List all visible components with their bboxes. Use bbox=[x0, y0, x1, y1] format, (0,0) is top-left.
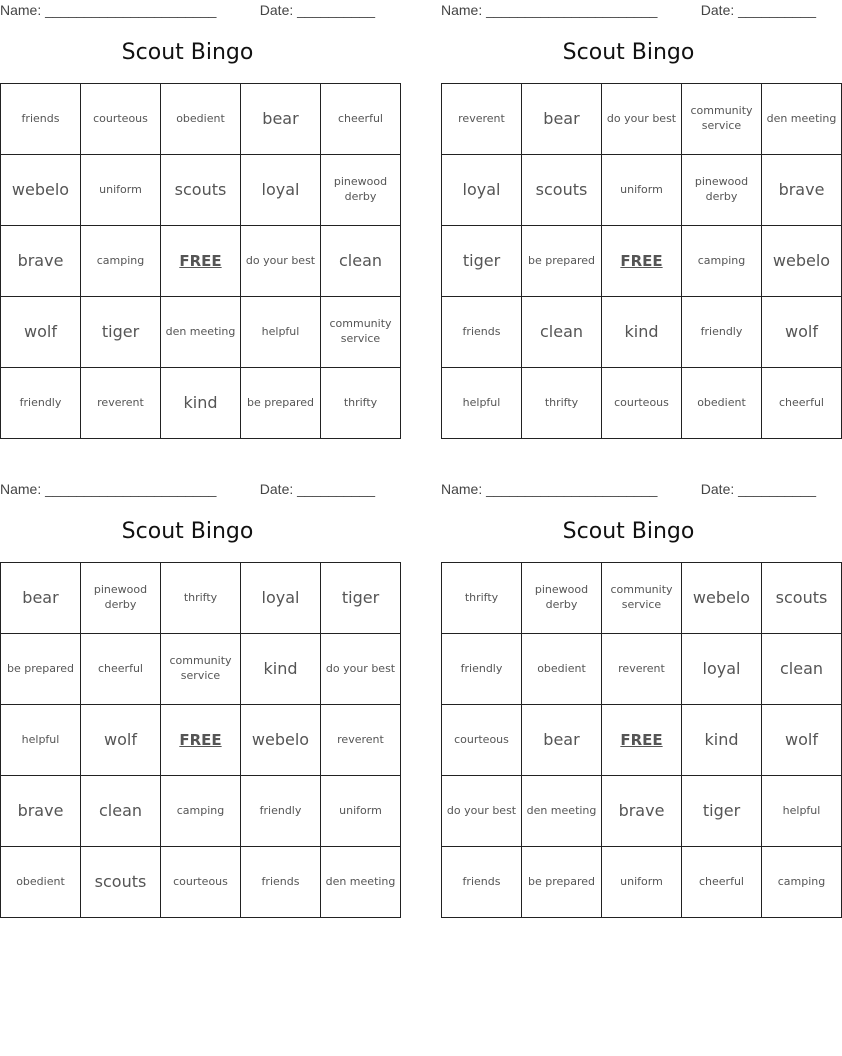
bingo-cell: bear bbox=[522, 84, 602, 155]
card-title: Scout Bingo bbox=[562, 40, 695, 65]
bingo-cell: be prepared bbox=[241, 368, 321, 439]
bingo-cell: webelo bbox=[241, 705, 321, 776]
bingo-grid bbox=[0, 562, 401, 918]
name-field: Name: ______________________ bbox=[0, 2, 217, 18]
date-field: Date: __________ bbox=[259, 2, 375, 18]
bingo-cell: uniform bbox=[602, 155, 682, 226]
card-title: Scout Bingo bbox=[562, 519, 695, 544]
bingo-cell: do your best bbox=[602, 84, 682, 155]
bingo-cell: thrifty bbox=[522, 368, 602, 439]
bingo-cell: cheerful bbox=[81, 634, 161, 705]
bingo-cell: pinewood derby bbox=[682, 155, 762, 226]
bingo-cell: obedient bbox=[161, 84, 241, 155]
bingo-cell: loyal bbox=[442, 155, 522, 226]
bingo-cell: loyal bbox=[241, 563, 321, 634]
bingo-cell: community service bbox=[321, 297, 401, 368]
bingo-cell: den meeting bbox=[161, 297, 241, 368]
bingo-cell: camping bbox=[682, 226, 762, 297]
bingo-row bbox=[442, 776, 842, 847]
bingo-cell: friendly bbox=[442, 634, 522, 705]
bingo-grid bbox=[441, 562, 842, 918]
bingo-cell: courteous bbox=[442, 705, 522, 776]
free-space: FREE bbox=[161, 226, 241, 297]
bingo-cell: community service bbox=[682, 84, 762, 155]
bingo-cell: kind bbox=[602, 297, 682, 368]
name-field: Name: ______________________ bbox=[441, 481, 658, 497]
bingo-cell: cheerful bbox=[762, 368, 842, 439]
bingo-cell: be prepared bbox=[1, 634, 81, 705]
bingo-cell: pinewood derby bbox=[81, 563, 161, 634]
bingo-row bbox=[442, 155, 842, 226]
bingo-row bbox=[442, 84, 842, 155]
bingo-row bbox=[442, 563, 842, 634]
bingo-cell: uniform bbox=[81, 155, 161, 226]
bingo-cell: friends bbox=[442, 847, 522, 918]
bingo-cell: wolf bbox=[81, 705, 161, 776]
bingo-cell: friends bbox=[1, 84, 81, 155]
bingo-row bbox=[1, 776, 401, 847]
bingo-cell: be prepared bbox=[522, 847, 602, 918]
bingo-cell: obedient bbox=[1, 847, 81, 918]
card-header bbox=[441, 479, 816, 501]
bingo-row bbox=[442, 368, 842, 439]
bingo-cell: friends bbox=[241, 847, 321, 918]
bingo-row bbox=[1, 155, 401, 226]
bingo-cell: helpful bbox=[241, 297, 321, 368]
bingo-cell: reverent bbox=[321, 705, 401, 776]
bingo-cell: loyal bbox=[682, 634, 762, 705]
bingo-cell: brave bbox=[762, 155, 842, 226]
free-space: FREE bbox=[161, 705, 241, 776]
bingo-cell: helpful bbox=[762, 776, 842, 847]
bingo-cell: tiger bbox=[682, 776, 762, 847]
bingo-cell: bear bbox=[1, 563, 81, 634]
bingo-cell: cheerful bbox=[682, 847, 762, 918]
bingo-row bbox=[442, 226, 842, 297]
bingo-cell: loyal bbox=[241, 155, 321, 226]
bingo-cell: webelo bbox=[682, 563, 762, 634]
bingo-row bbox=[1, 634, 401, 705]
bingo-row bbox=[442, 634, 842, 705]
bingo-row bbox=[1, 368, 401, 439]
bingo-cell: uniform bbox=[602, 847, 682, 918]
bingo-cell: brave bbox=[1, 776, 81, 847]
bingo-cell: reverent bbox=[442, 84, 522, 155]
bingo-cell: uniform bbox=[321, 776, 401, 847]
bingo-cell: helpful bbox=[1, 705, 81, 776]
bingo-cell: scouts bbox=[161, 155, 241, 226]
name-field: Name: ______________________ bbox=[441, 2, 658, 18]
bingo-row bbox=[1, 705, 401, 776]
bingo-cell: thrifty bbox=[161, 563, 241, 634]
bingo-cell: kind bbox=[161, 368, 241, 439]
bingo-cell: clean bbox=[762, 634, 842, 705]
bingo-cell: friendly bbox=[682, 297, 762, 368]
bingo-grid bbox=[0, 83, 401, 439]
bingo-cell: reverent bbox=[81, 368, 161, 439]
bingo-cell: wolf bbox=[1, 297, 81, 368]
bingo-cell: camping bbox=[161, 776, 241, 847]
bingo-cell: community service bbox=[602, 563, 682, 634]
bingo-cell: brave bbox=[602, 776, 682, 847]
bingo-row bbox=[1, 847, 401, 918]
card-header bbox=[0, 0, 375, 22]
bingo-cell: pinewood derby bbox=[522, 563, 602, 634]
bingo-cell: kind bbox=[241, 634, 321, 705]
date-field: Date: __________ bbox=[700, 2, 816, 18]
bingo-cell: den meeting bbox=[762, 84, 842, 155]
name-field: Name: ______________________ bbox=[0, 481, 217, 497]
bingo-cell: clean bbox=[522, 297, 602, 368]
free-space: FREE bbox=[602, 226, 682, 297]
bingo-cell: tiger bbox=[442, 226, 522, 297]
bingo-cell: wolf bbox=[762, 705, 842, 776]
bingo-cell: obedient bbox=[522, 634, 602, 705]
bingo-cell: clean bbox=[81, 776, 161, 847]
date-field: Date: __________ bbox=[259, 481, 375, 497]
card-title: Scout Bingo bbox=[121, 519, 254, 544]
bingo-cell: be prepared bbox=[522, 226, 602, 297]
bingo-row bbox=[1, 297, 401, 368]
bingo-cell: pinewood derby bbox=[321, 155, 401, 226]
bingo-cell: tiger bbox=[321, 563, 401, 634]
bingo-cell: thrifty bbox=[442, 563, 522, 634]
bingo-cell: thrifty bbox=[321, 368, 401, 439]
bingo-cell: friendly bbox=[241, 776, 321, 847]
bingo-cell: kind bbox=[682, 705, 762, 776]
bingo-cell: wolf bbox=[762, 297, 842, 368]
bingo-cell: bear bbox=[241, 84, 321, 155]
bingo-cell: friends bbox=[442, 297, 522, 368]
bingo-cell: friendly bbox=[1, 368, 81, 439]
bingo-cell: clean bbox=[321, 226, 401, 297]
bingo-cell: camping bbox=[81, 226, 161, 297]
bingo-cell: helpful bbox=[442, 368, 522, 439]
bingo-row bbox=[1, 226, 401, 297]
card-header bbox=[0, 479, 375, 501]
bingo-row bbox=[1, 563, 401, 634]
bingo-cell: reverent bbox=[602, 634, 682, 705]
bingo-cell: den meeting bbox=[321, 847, 401, 918]
bingo-row bbox=[1, 84, 401, 155]
bingo-cell: courteous bbox=[602, 368, 682, 439]
bingo-cell: den meeting bbox=[522, 776, 602, 847]
bingo-cell: tiger bbox=[81, 297, 161, 368]
bingo-cell: courteous bbox=[81, 84, 161, 155]
date-field: Date: __________ bbox=[700, 481, 816, 497]
bingo-row bbox=[442, 297, 842, 368]
card-header bbox=[441, 0, 816, 22]
bingo-cell: do your best bbox=[321, 634, 401, 705]
bingo-grid bbox=[441, 83, 842, 439]
bingo-cell: obedient bbox=[682, 368, 762, 439]
bingo-cell: scouts bbox=[81, 847, 161, 918]
bingo-cell: do your best bbox=[442, 776, 522, 847]
bingo-cell: brave bbox=[1, 226, 81, 297]
card-title: Scout Bingo bbox=[121, 40, 254, 65]
bingo-cell: scouts bbox=[762, 563, 842, 634]
bingo-cell: webelo bbox=[762, 226, 842, 297]
free-space: FREE bbox=[602, 705, 682, 776]
bingo-cell: community service bbox=[161, 634, 241, 705]
bingo-row bbox=[442, 847, 842, 918]
bingo-row bbox=[442, 705, 842, 776]
bingo-cell: courteous bbox=[161, 847, 241, 918]
bingo-cell: cheerful bbox=[321, 84, 401, 155]
bingo-cell: webelo bbox=[1, 155, 81, 226]
bingo-cell: camping bbox=[762, 847, 842, 918]
bingo-cell: scouts bbox=[522, 155, 602, 226]
bingo-cell: do your best bbox=[241, 226, 321, 297]
bingo-cell: bear bbox=[522, 705, 602, 776]
